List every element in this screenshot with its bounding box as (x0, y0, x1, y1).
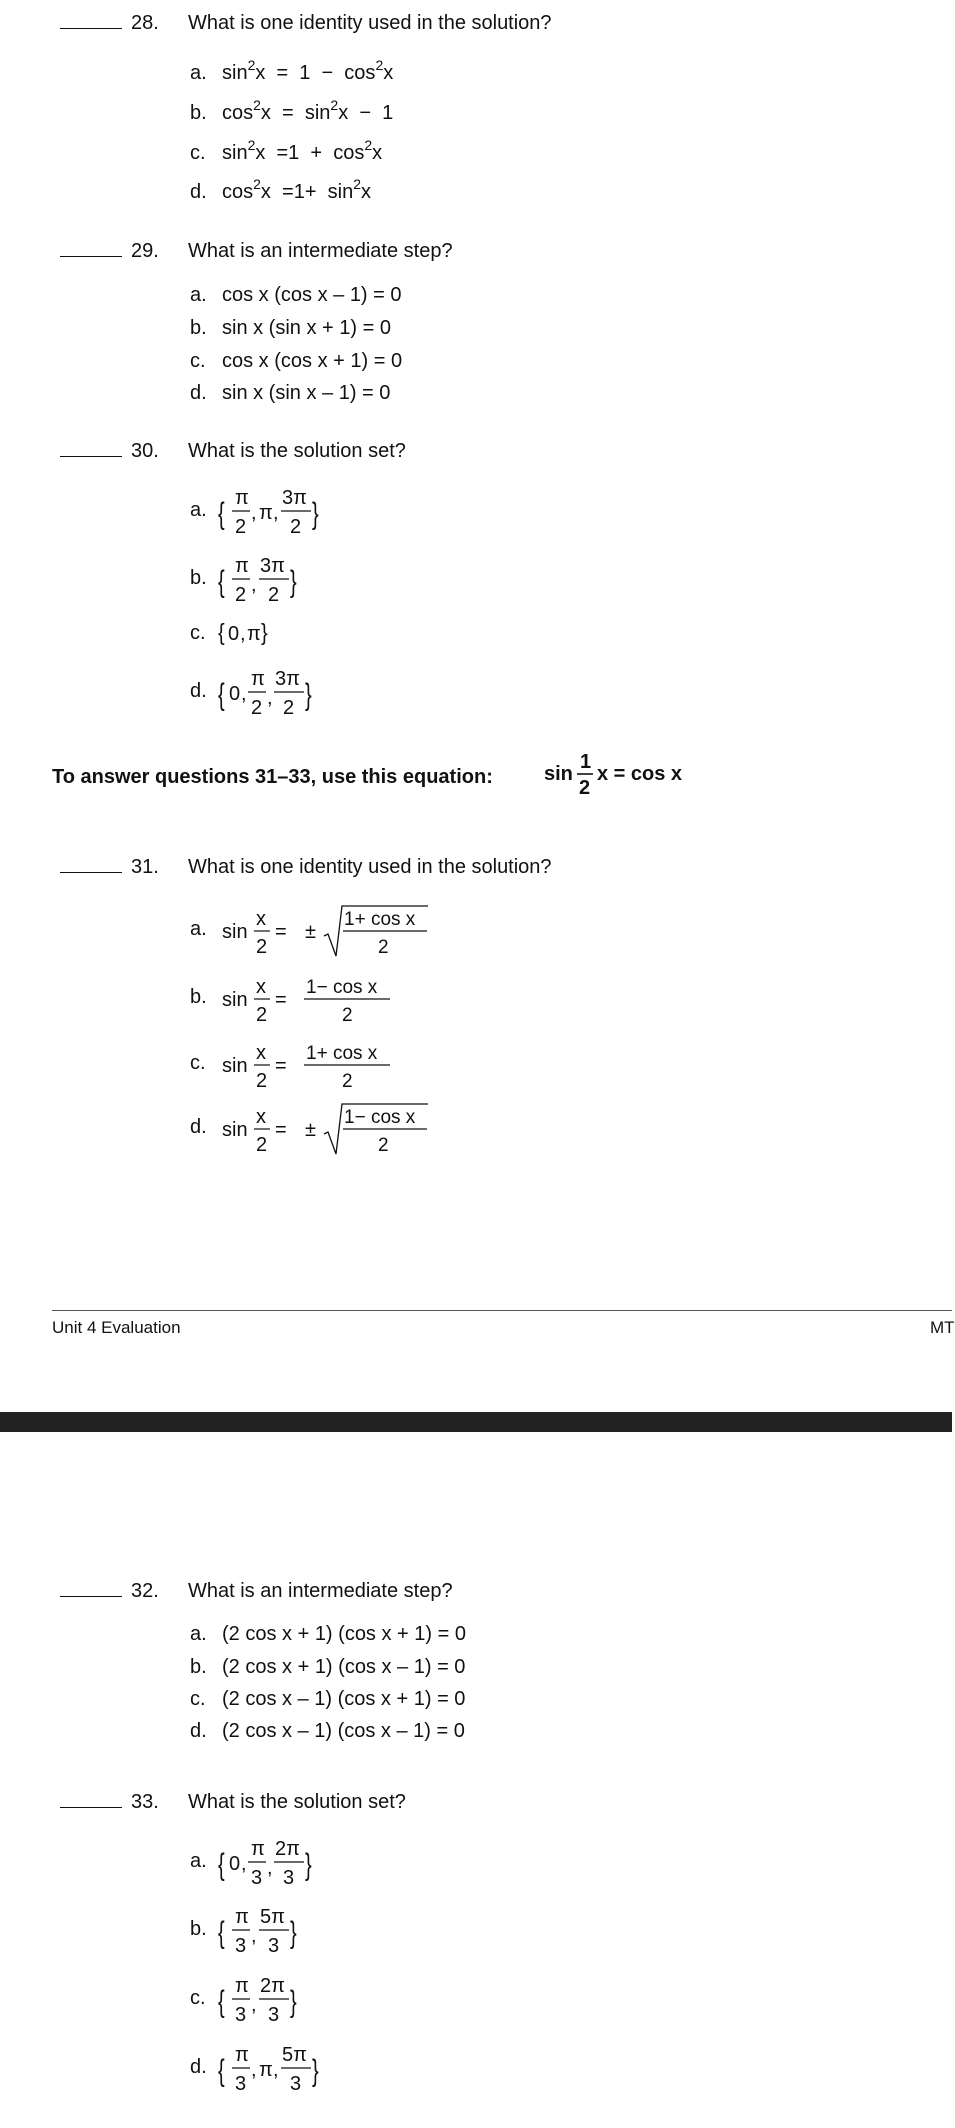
section-heading (52, 751, 683, 799)
numerator: π (235, 555, 249, 577)
heading-equation (542, 746, 682, 802)
svg-text:,: , (251, 574, 257, 596)
svg-text:}: } (305, 1846, 312, 1882)
solution-set-math (218, 553, 318, 609)
numerator: 3π (282, 487, 307, 509)
right-brace: } (312, 495, 319, 531)
question-number: 29. (131, 240, 159, 262)
svg-text:1− cos x: 1− cos x (344, 1107, 416, 1128)
svg-text:,: , (251, 1994, 257, 2016)
solution-set-math (218, 1973, 318, 2029)
numerator: π (235, 2044, 249, 2066)
svg-text:{: { (218, 563, 225, 599)
option-expression: $\cos^2x =1+ \sin^2x$ (222, 176, 371, 203)
set-element: π (259, 502, 273, 524)
question-number: 31. (131, 856, 159, 878)
option-expression: sin x (sin x + 1) = 0 (222, 317, 391, 339)
denominator: 3 (235, 2004, 247, 2026)
svg-text:2: 2 (342, 1071, 353, 1092)
svg-text:,: , (251, 2059, 257, 2081)
svg-text:1− cos x: 1− cos x (306, 977, 378, 998)
option-expression: $\cos^2x = \sin^2x - 1$ (222, 97, 394, 124)
svg-text:{: { (218, 1846, 225, 1882)
numerator: 3π (275, 668, 300, 690)
svg-text:{: { (218, 1914, 225, 1950)
answer-blank[interactable] (60, 28, 122, 29)
question-text: What is an intermediate step? (188, 1580, 453, 1602)
denominator: 3 (290, 2073, 302, 2095)
question-text: What is an intermediate step? (188, 240, 453, 262)
set-element: 0 (228, 623, 240, 645)
svg-text:±: ± (305, 1119, 316, 1141)
separator: , (273, 502, 279, 524)
numerator: π (251, 1838, 265, 1860)
denominator: 2 (268, 584, 280, 606)
question-text: What is one identity used in the solution? (188, 12, 552, 34)
numerator: 1 (580, 751, 592, 773)
svg-text:2: 2 (378, 1135, 389, 1156)
denominator: 2 (235, 584, 247, 606)
svg-text:sin: sin (222, 1055, 248, 1077)
option-expression: cos x (cos x + 1) = 0 (222, 350, 403, 372)
question-text: What is one identity used in the solution? (188, 856, 552, 878)
question-text: What is the solution set? (188, 1791, 406, 1813)
svg-text:}: } (305, 676, 312, 712)
denominator: 2 (283, 697, 295, 719)
svg-text:}: } (261, 618, 268, 646)
svg-text:±: ± (305, 921, 316, 943)
svg-text:,: , (241, 1853, 247, 1875)
denominator: 2 (251, 697, 263, 719)
numerator: 3π (260, 555, 285, 577)
numerator: π (235, 487, 249, 509)
option-expression: sin x (sin x – 1) = 0 (222, 382, 391, 404)
svg-text:{: { (218, 676, 225, 712)
svg-text:,: , (267, 1857, 273, 1879)
question-number: 30. (131, 440, 159, 462)
numerator: 5π (260, 1906, 285, 1928)
svg-text:,: , (241, 683, 247, 705)
svg-text:sin: sin (222, 989, 248, 1011)
denominator: 3 (268, 2004, 280, 2026)
answer-blank[interactable] (60, 1807, 122, 1808)
svg-text:sin: sin (222, 921, 248, 943)
svg-text:,: , (267, 687, 273, 709)
question-number: 33. (131, 1791, 159, 1813)
svg-text:2: 2 (378, 937, 389, 958)
option-expression: (2 cos x + 1) (cos x – 1) = 0 (222, 1656, 466, 1678)
solution-set-math (218, 1836, 328, 1892)
svg-text:x = cos x: x = cos x (597, 763, 683, 785)
footer-right: MT (930, 1318, 955, 1337)
left-brace: { (218, 495, 225, 531)
numerator: 5π (282, 2044, 307, 2066)
svg-text:1+ cos x: 1+ cos x (306, 1043, 378, 1064)
svg-text:}: } (312, 2052, 319, 2088)
svg-text:,: , (251, 1925, 257, 1947)
denominator: 3 (235, 1935, 247, 1957)
svg-text:1+ cos x: 1+ cos x (344, 909, 416, 930)
option-expression: (2 cos x – 1) (cos x + 1) = 0 (222, 1688, 466, 1710)
answer-blank[interactable] (60, 872, 122, 873)
denominator: 2 (290, 516, 302, 538)
svg-text:2: 2 (256, 1070, 268, 1092)
denominator: 3 (235, 2073, 247, 2095)
svg-text:x: x (256, 908, 266, 930)
identity-math (220, 898, 440, 962)
svg-text:,: , (273, 2059, 279, 2081)
svg-text:}: } (290, 1914, 297, 1950)
svg-text:=: = (275, 1119, 287, 1141)
denominator: 3 (251, 1867, 263, 1889)
answer-blank[interactable] (60, 256, 122, 257)
svg-text:2: 2 (342, 1005, 353, 1026)
numerator: π (235, 1975, 249, 1997)
identity-math (220, 1096, 440, 1160)
footer-left: Unit 4 Evaluation (52, 1318, 181, 1337)
option-expression: (2 cos x – 1) (cos x – 1) = 0 (222, 1720, 465, 1742)
solution-set-math (218, 2042, 338, 2098)
svg-text:sin: sin (544, 763, 573, 785)
solution-set-math (218, 1904, 318, 1960)
question-text: What is the solution set? (188, 440, 406, 462)
svg-text:sin: sin (222, 1119, 248, 1141)
svg-text:=: = (275, 989, 287, 1011)
svg-text:}: } (290, 563, 297, 599)
svg-text:{: { (218, 618, 225, 646)
footer-rule (52, 1310, 952, 1311)
set-element: 0 (229, 1853, 241, 1875)
identity-math (220, 966, 420, 1030)
svg-text:=: = (275, 1055, 287, 1077)
svg-text:x: x (256, 1042, 266, 1064)
option-expression: cos x (cos x – 1) = 0 (222, 284, 402, 306)
answer-blank[interactable] (60, 456, 122, 457)
option-expression: $\sin^2x =1 + \cos^2x$ (222, 137, 383, 164)
solution-set-math (218, 610, 298, 650)
denominator: 2 (579, 777, 591, 799)
denominator: 3 (268, 1935, 280, 1957)
heading-prefix: To answer questions 31–33, use this equation: (52, 766, 493, 788)
denominator: 2 (235, 516, 247, 538)
identity-math (220, 1032, 420, 1096)
svg-text:,: , (240, 623, 246, 645)
svg-text:}: } (290, 1983, 297, 2019)
denominator: 3 (283, 1867, 295, 1889)
set-element: π (259, 2059, 273, 2081)
svg-text:2: 2 (256, 936, 268, 958)
numerator: π (235, 1906, 249, 1928)
numerator: π (251, 668, 265, 690)
svg-text:2: 2 (256, 1004, 268, 1026)
set-element: 0 (229, 683, 241, 705)
solution-set-math (218, 485, 338, 541)
question-number: 28. (131, 12, 159, 34)
separator: , (251, 502, 257, 524)
svg-text:{: { (218, 1983, 225, 2019)
numerator: 2π (275, 1838, 300, 1860)
svg-text:{: { (218, 2052, 225, 2088)
answer-blank[interactable] (60, 1596, 122, 1597)
question-number: 32. (131, 1580, 159, 1602)
svg-text:x: x (256, 976, 266, 998)
set-element: π (247, 623, 261, 645)
svg-text:x: x (256, 1106, 266, 1128)
numerator: 2π (260, 1975, 285, 1997)
option-expression: (2 cos x + 1) (cos x + 1) = 0 (222, 1623, 466, 1645)
page-break (0, 1412, 952, 1432)
solution-set-math (218, 666, 328, 722)
option-expression: $\sin^2x = 1 - \cos^2x$ (222, 57, 394, 84)
svg-text:2: 2 (256, 1134, 268, 1156)
svg-text:=: = (275, 921, 287, 943)
